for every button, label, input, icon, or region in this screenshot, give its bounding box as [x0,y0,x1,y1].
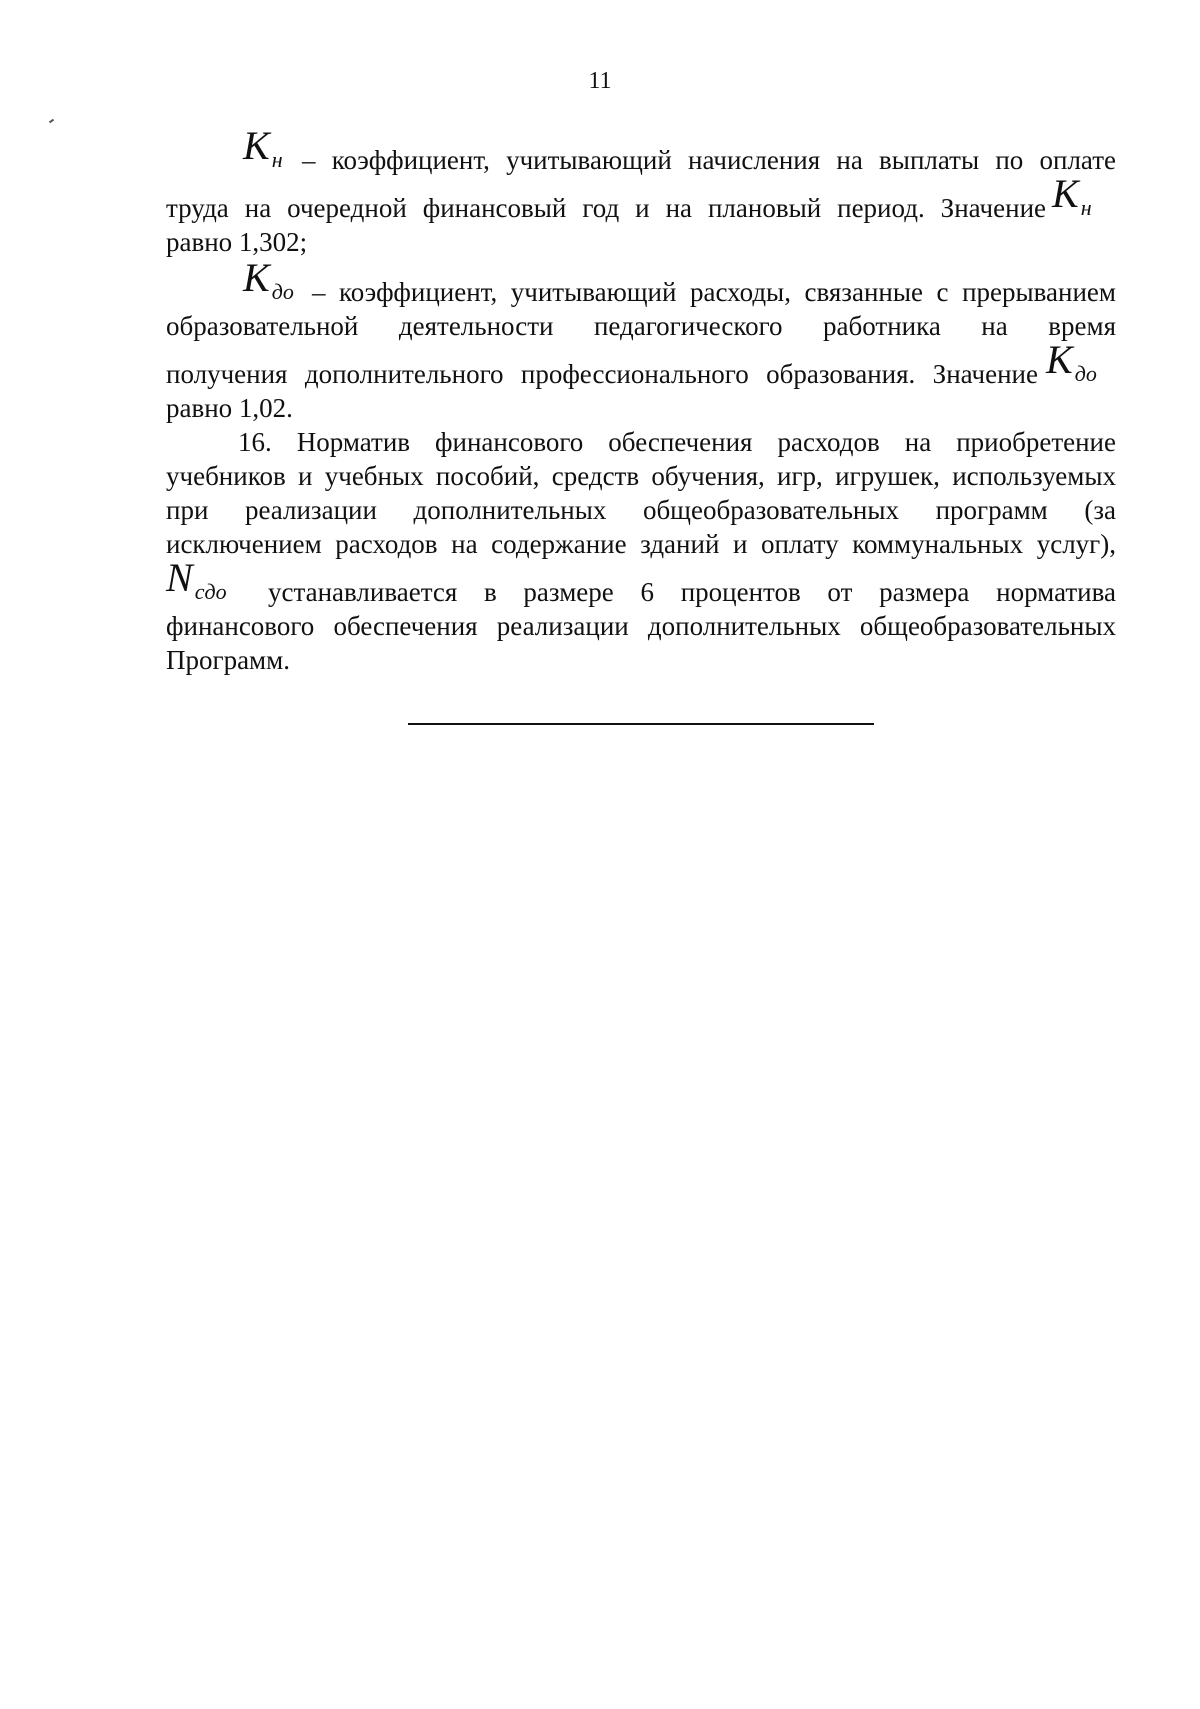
scan-speck [49,119,54,124]
p3-line2: учебников и учебных пособий, средств обучения, игр, игрушек, используемых [166,461,1116,491]
p3-line6: финансового обеспечения реализации дополнительных общеобразовательных [166,611,1116,641]
end-rule [408,723,874,725]
symbol-k-do-inline: $K_{до}$ [1046,337,1097,386]
p2-line4: равно 1,02. [166,393,293,423]
symbol-k-n: $K_н$ [243,123,283,172]
page-number: 11 [588,68,612,94]
p2-line2: образовательной деятельности педагогического работника на время [166,311,1116,341]
p3-line7: Программ. [166,645,290,675]
symbol-k-do: $K_{до}$ [243,255,294,304]
p3-line3: при реализации дополнительных общеобразовательных программ (за [166,495,1116,525]
p3-line5: устанавливается в размере 6 процентов от размера норматива [268,577,1116,607]
p2-line3: получения дополнительного профессионального образования. Значение [166,359,1038,389]
p1-line2: труда на очередной финансовый год и на плановый период. Значение [166,193,1046,223]
p3-line4: исключением расходов на содержание зданий и оплату коммунальных услуг), [166,529,1116,559]
symbol-k-n-inline: $K_н$ [1052,171,1092,220]
p1-line3: равно 1,302; [166,227,308,257]
symbol-n-sdo: $N_{сдо}$ [166,555,227,604]
p3-line1: 16. Норматив финансового обеспечения расходов на приобретение [238,427,1116,457]
p1-line1: – коэффициент, учитывающий начисления на выплаты по оплате [302,145,1116,175]
p2-line1: – коэффициент, учитывающий расходы, связанные с прерыванием [312,277,1116,307]
